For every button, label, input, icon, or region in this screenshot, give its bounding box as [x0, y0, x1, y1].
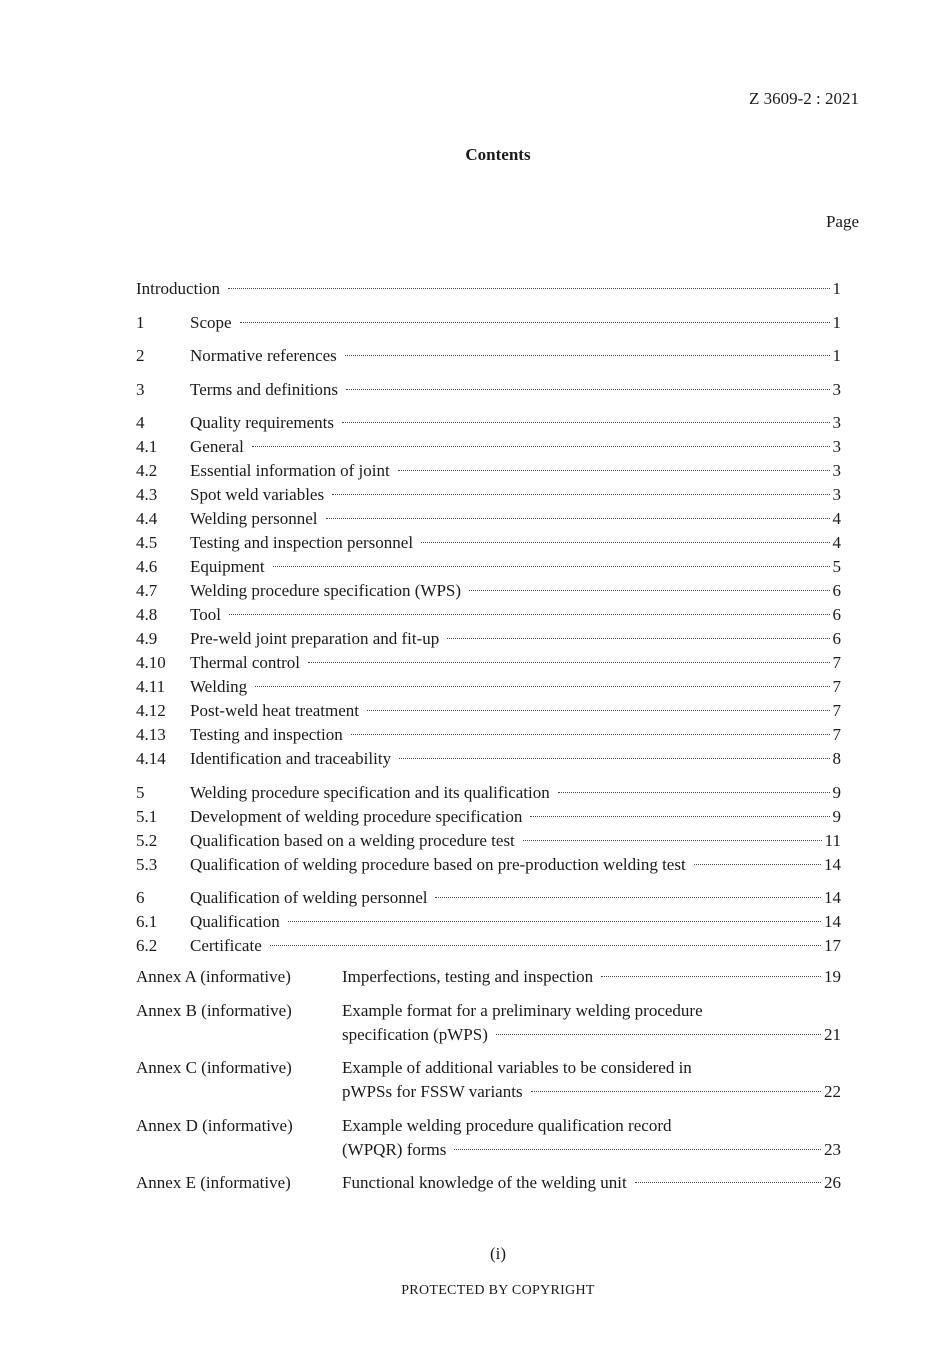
dot-leader	[454, 1149, 821, 1150]
annex-entry[interactable]	[136, 999, 841, 1047]
page-column-label: Page	[825, 212, 859, 231]
toc-entry-page: 7	[832, 701, 841, 720]
dot-leader	[421, 542, 829, 543]
annex-entry[interactable]	[136, 965, 841, 989]
toc-entry-number: 4.14	[136, 749, 166, 768]
toc-entry[interactable]	[136, 699, 841, 723]
toc-entry-title: Testing and inspection	[190, 723, 347, 747]
toc-entry[interactable]	[136, 378, 841, 402]
toc-entry-title: Spot weld variables	[190, 483, 328, 507]
toc-entry-page: 9	[832, 782, 841, 802]
toc-entry[interactable]	[136, 483, 841, 507]
annex-title-line: Functional knowledge of the welding unit	[342, 1171, 631, 1195]
toc-entry-number: 4	[136, 413, 145, 432]
annex-page: 26	[824, 1173, 841, 1192]
dot-leader	[273, 566, 830, 567]
toc-entry-page: 14	[824, 912, 841, 931]
dot-leader	[342, 422, 830, 423]
toc-entry-number: 6.1	[136, 912, 158, 931]
toc-entry[interactable]	[136, 507, 841, 531]
dot-leader	[270, 945, 821, 946]
toc-entry[interactable]	[136, 311, 841, 335]
toc-entry-page: 3	[832, 461, 841, 480]
toc-entry-page: 14	[824, 854, 841, 874]
annex-title-line: Example format for a preliminary welding procedure	[342, 1000, 703, 1020]
toc-entry-page: 4	[832, 533, 841, 552]
toc-entry-page: 7	[832, 677, 841, 696]
toc-entry[interactable]	[136, 435, 841, 459]
toc-entry[interactable]	[136, 411, 841, 435]
toc-entry-page: 6	[832, 581, 841, 600]
toc-entry-page: 9	[832, 806, 841, 826]
annex-title-line: (WPQR) forms	[342, 1138, 450, 1162]
toc-entry-page: 7	[832, 725, 841, 744]
toc-entry-title: Quality requirements	[190, 411, 338, 435]
annex-title-line: Example welding procedure qualification record	[342, 1115, 672, 1135]
toc-entry-title: Terms and definitions	[190, 378, 342, 402]
dot-leader	[351, 734, 830, 735]
toc-entry[interactable]	[136, 555, 841, 579]
toc-entry-title: Essential information of joint	[190, 459, 394, 483]
dot-leader	[255, 686, 829, 687]
toc-entry-page: 1	[832, 312, 841, 332]
page-number: (i)	[489, 1244, 507, 1263]
annex-entry[interactable]	[136, 1114, 841, 1162]
annex-page: 19	[824, 967, 841, 986]
toc-entry[interactable]	[136, 853, 841, 877]
toc-entry-title: Qualification of welding procedure based on pre-production welding test	[190, 853, 690, 877]
toc-entry-title: Welding procedure specification and its qualification	[190, 781, 554, 805]
toc-entry-title: Identification and traceability	[190, 747, 395, 771]
toc-entry[interactable]	[136, 781, 841, 805]
toc-entry-number: 1	[136, 312, 145, 332]
document-number: Z 3609-2 : 2021	[748, 89, 859, 108]
toc-entry-page: 3	[832, 413, 841, 432]
annex-label: Annex C (informative)	[136, 1058, 292, 1077]
toc-entry-title: Welding	[190, 675, 251, 699]
toc-entry[interactable]	[136, 805, 841, 829]
toc-entry[interactable]	[136, 910, 841, 934]
dot-leader	[398, 470, 830, 471]
toc-entry-number: 4.12	[136, 701, 166, 720]
toc-entry-number: 3	[136, 379, 145, 399]
copyright-notice: PROTECTED BY COPYRIGHT	[401, 1283, 595, 1298]
toc-entry-title: Introduction	[136, 277, 224, 301]
dot-leader	[530, 816, 829, 817]
toc-entry[interactable]	[136, 459, 841, 483]
annex-label: Annex A (informative)	[136, 967, 291, 986]
toc-entry-title: Tool	[190, 603, 225, 627]
dot-leader	[326, 518, 830, 519]
toc-entry[interactable]	[136, 747, 841, 771]
toc-entry-title: Pre-weld joint preparation and fit-up	[190, 627, 443, 651]
toc-entry-page: 1	[832, 346, 841, 365]
toc-entry-title: Development of welding procedure specification	[190, 805, 526, 829]
toc-entry-page: 14	[824, 888, 841, 907]
annex-entry[interactable]	[136, 1171, 841, 1195]
toc-entry-title: Scope	[190, 311, 236, 335]
dot-leader	[531, 1091, 821, 1092]
toc-entry-number: 5.2	[136, 830, 158, 850]
toc-entry[interactable]	[136, 579, 841, 603]
toc-entry-title: Equipment	[190, 555, 269, 579]
toc-entry-page: 6	[832, 605, 841, 624]
dot-leader	[345, 355, 830, 356]
dot-leader	[435, 897, 821, 898]
toc-entry-number: 4.11	[136, 677, 166, 696]
toc-entry-page: 8	[832, 749, 841, 768]
annex-page: 21	[824, 1024, 841, 1044]
dot-leader	[635, 1182, 821, 1183]
toc-entry[interactable]	[136, 344, 841, 368]
annex-title-line: pWPSs for FSSW variants	[342, 1080, 527, 1104]
toc-entry[interactable]	[136, 723, 841, 747]
toc-entry-number: 4.2	[136, 461, 158, 480]
dot-leader	[601, 976, 821, 977]
toc-entry-page: 4	[832, 509, 841, 528]
dot-leader	[558, 792, 830, 793]
toc-entry[interactable]	[136, 277, 841, 301]
toc-entry-title: General	[190, 435, 248, 459]
toc-entry-title: Welding personnel	[190, 507, 322, 531]
toc-entry-number: 4.4	[136, 509, 158, 528]
toc-entry-title: Certificate	[190, 934, 266, 958]
dot-leader	[229, 614, 830, 615]
toc-entry-number: 4.7	[136, 581, 158, 600]
toc-entry-number: 5.1	[136, 806, 158, 826]
dot-leader	[496, 1034, 821, 1035]
toc-entry-title: Qualification based on a welding procedure test	[190, 829, 519, 853]
toc-entry-page: 6	[832, 629, 841, 648]
toc-entry-number: 2	[136, 346, 145, 365]
dot-leader	[447, 638, 829, 639]
dot-leader	[252, 446, 830, 447]
toc-entry-page: 11	[824, 830, 841, 850]
dot-leader	[523, 840, 822, 841]
dot-leader	[288, 921, 821, 922]
toc-entry-number: 6	[136, 888, 145, 907]
toc-entry-number: 4.1	[136, 437, 158, 456]
toc-entry-number: 4.9	[136, 629, 158, 648]
toc-entry-number: 5	[136, 782, 145, 802]
toc-entry[interactable]	[136, 934, 841, 958]
annex-label: Annex D (informative)	[136, 1115, 293, 1135]
table-of-contents	[136, 277, 841, 958]
toc-entry-title: Qualification of welding personnel	[190, 886, 431, 910]
toc-entry-title: Welding procedure specification (WPS)	[190, 579, 465, 603]
toc-entry-title: Qualification	[190, 910, 284, 934]
dot-leader	[469, 590, 829, 591]
toc-entry-page: 1	[832, 279, 841, 298]
toc-entry-number: 4.8	[136, 605, 158, 624]
annex-title-line: Example of additional variables to be considered in	[342, 1058, 692, 1077]
annex-title-line: Imperfections, testing and inspection	[342, 965, 597, 989]
toc-entry[interactable]	[136, 651, 841, 675]
dot-leader	[228, 288, 829, 289]
toc-entry[interactable]	[136, 627, 841, 651]
toc-entry-page: 3	[832, 485, 841, 504]
toc-entry-page: 3	[832, 437, 841, 456]
dot-leader	[308, 662, 830, 663]
toc-entry-title: Testing and inspection personnel	[190, 531, 417, 555]
toc-entry-number: 6.2	[136, 936, 158, 955]
toc-entry-page: 3	[832, 379, 841, 399]
toc-entry[interactable]	[136, 531, 841, 555]
toc-entry-number: 4.10	[136, 653, 166, 672]
toc-entry[interactable]	[136, 603, 841, 627]
dot-leader	[346, 389, 829, 390]
dot-leader	[399, 758, 829, 759]
toc-entry-page: 17	[824, 936, 841, 955]
dot-leader	[694, 864, 821, 865]
annex-page: 22	[824, 1082, 841, 1101]
toc-entry-title: Normative references	[190, 344, 341, 368]
dot-leader	[240, 322, 830, 323]
page-title: Contents	[465, 145, 531, 164]
toc-entry-page: 5	[832, 557, 841, 576]
toc-entry[interactable]	[136, 886, 841, 910]
toc-entry-title: Thermal control	[190, 651, 304, 675]
dot-leader	[332, 494, 829, 495]
dot-leader	[367, 710, 829, 711]
toc-entry-number: 4.5	[136, 533, 158, 552]
annex-label: Annex B (informative)	[136, 1000, 292, 1020]
toc-entry-number: 4.13	[136, 725, 166, 744]
toc-entry[interactable]	[136, 829, 841, 853]
annex-list	[136, 965, 841, 1205]
toc-entry[interactable]	[136, 675, 841, 699]
annex-label: Annex E (informative)	[136, 1173, 291, 1192]
annex-page: 23	[824, 1139, 841, 1159]
toc-entry-title: Post-weld heat treatment	[190, 699, 363, 723]
toc-entry-number: 4.6	[136, 557, 158, 576]
annex-title-line: specification (pWPS)	[342, 1023, 492, 1047]
toc-entry-number: 4.3	[136, 485, 158, 504]
toc-entry-number: 5.3	[136, 854, 158, 874]
toc-entry-page: 7	[832, 653, 841, 672]
annex-entry[interactable]	[136, 1056, 841, 1104]
